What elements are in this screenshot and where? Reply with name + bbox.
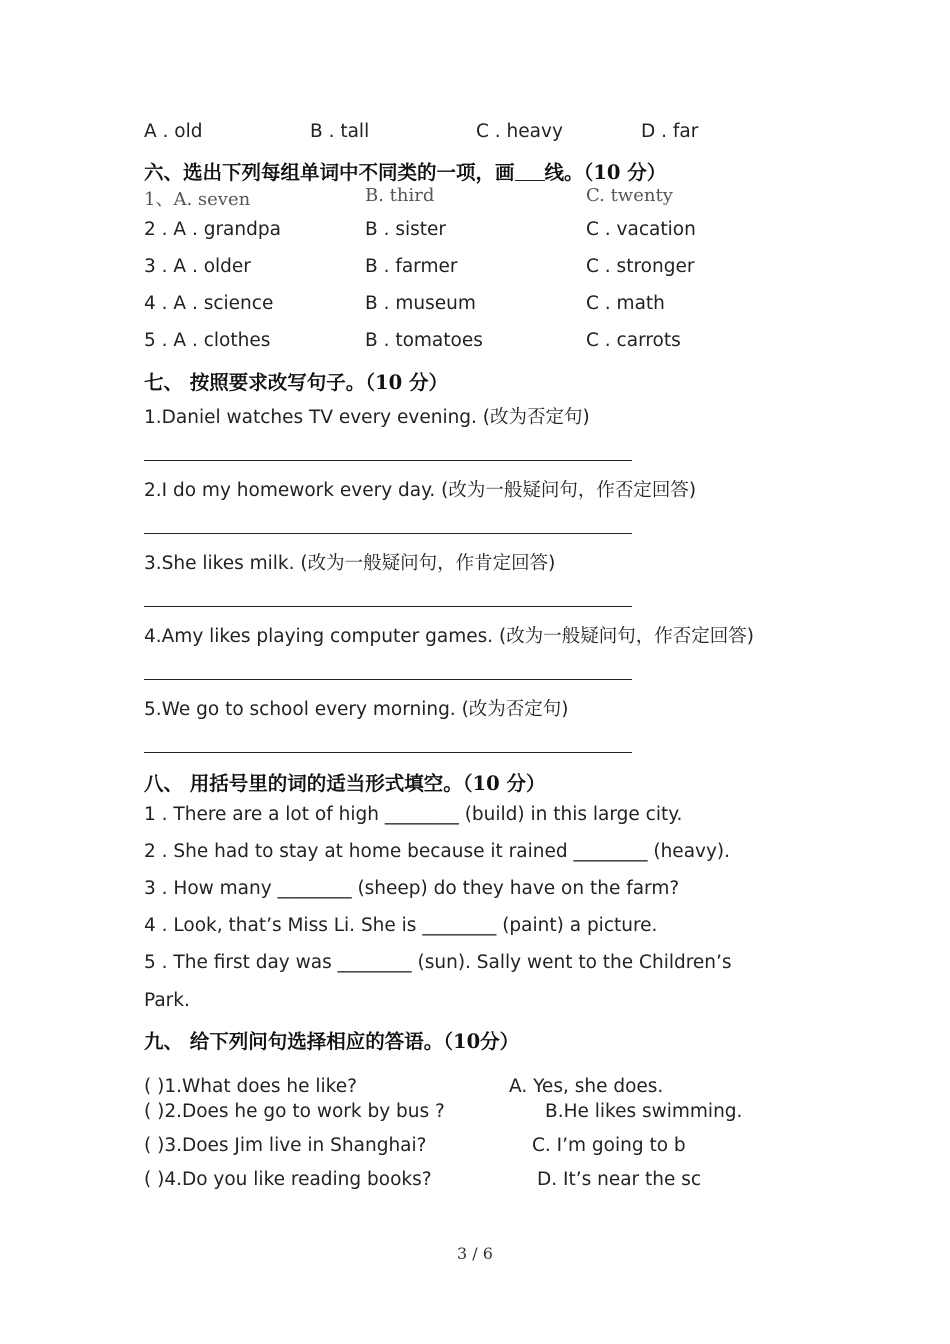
s8-item-3: 3 . How many ________ (sheep) do they have on the farm? (144, 878, 680, 899)
s6-row-1-b: B. third (365, 185, 435, 206)
s8-item-5: 5 . The first day was ________ (sun). Sally went to the Children’s (144, 952, 732, 973)
s6-row-1-c: C. twenty (586, 185, 673, 206)
s7-item-2: 2.I do my homework every day. (改为一般疑问句，作否定回答) (144, 480, 697, 501)
section-6-title-start: 六、选出下列每组单词中不同类的一项，画 (144, 161, 515, 184)
s6-row-3-a: 3 . A . older (144, 256, 251, 277)
underline-blank (515, 162, 545, 181)
s6-row-2-c: C . vacation (586, 219, 696, 240)
option-b-tall: B . tall (310, 121, 370, 142)
section-6-title-end: 线。（10 分） (544, 161, 667, 184)
s8-item-1: 1 . There are a lot of high ________ (build) in this large city. (144, 804, 683, 825)
s6-row-5-c: C . carrots (586, 330, 681, 351)
option-d-far: D . far (641, 121, 699, 142)
s6-row-3-c: C . stronger (586, 256, 695, 277)
s9-question-4: ( )4.Do you like reading books? (144, 1169, 432, 1190)
page-number: 3 / 6 (457, 1244, 493, 1263)
section-8-title: 八、 用括号里的词的适当形式填空。（10 分） (144, 772, 546, 795)
s6-row-1-a: 1、A. seven (144, 189, 251, 210)
s6-row-2-a: 2 . A . grandpa (144, 219, 281, 240)
answer-line-5[interactable] (144, 752, 632, 753)
answer-line-1[interactable] (144, 460, 632, 461)
answer-line-2[interactable] (144, 533, 632, 534)
s6-row-4-b: B . museum (365, 293, 476, 314)
s8-item-5-continued: Park. (144, 990, 190, 1011)
s9-question-3: ( )3.Does Jim live in Shanghai? (144, 1135, 427, 1156)
s9-answer-c: C. I’m going to b (532, 1135, 686, 1156)
section-7-title: 七、 按照要求改写句子。（10 分） (144, 371, 448, 394)
s7-item-4: 4.Amy likes playing computer games. (改为一般疑问句，作否定回答) (144, 626, 754, 647)
s8-item-4: 4 . Look, that’s Miss Li. She is ________ (paint) a picture. (144, 915, 658, 936)
s7-item-3: 3.She likes milk. (改为一般疑问句，作肯定回答) (144, 553, 556, 574)
s9-answer-a: A. Yes, she does. (509, 1076, 664, 1097)
section-6-title (144, 157, 666, 185)
s9-question-2: ( )2.Does he go to work by bus ? (144, 1101, 445, 1122)
s6-row-2-b: B . sister (365, 219, 446, 240)
s6-row-3-b: B . farmer (365, 256, 458, 277)
option-a-old: A . old (144, 121, 203, 142)
section-9-title: 九、 给下列问句选择相应的答语。（10分） (144, 1030, 520, 1053)
s6-row-5-b: B . tomatoes (365, 330, 483, 351)
s6-row-5-a: 5 . A . clothes (144, 330, 271, 351)
s7-item-5: 5.We go to school every morning. (改为否定句) (144, 699, 569, 720)
answer-line-4[interactable] (144, 679, 632, 680)
s6-row-4-c: C . math (586, 293, 665, 314)
answer-line-3[interactable] (144, 606, 632, 607)
s7-item-1: 1.Daniel watches TV every evening. (改为否定句) (144, 407, 590, 428)
s6-row-4-a: 4 . A . science (144, 293, 274, 314)
option-c-heavy: C . heavy (476, 121, 563, 142)
s9-question-1: ( )1.What does he like? (144, 1076, 357, 1097)
s8-item-2: 2 . She had to stay at home because it rained ________ (heavy). (144, 841, 731, 862)
s9-answer-d: D. It’s near the sc (537, 1169, 702, 1190)
s9-answer-b: B.He likes swimming. (545, 1101, 743, 1122)
